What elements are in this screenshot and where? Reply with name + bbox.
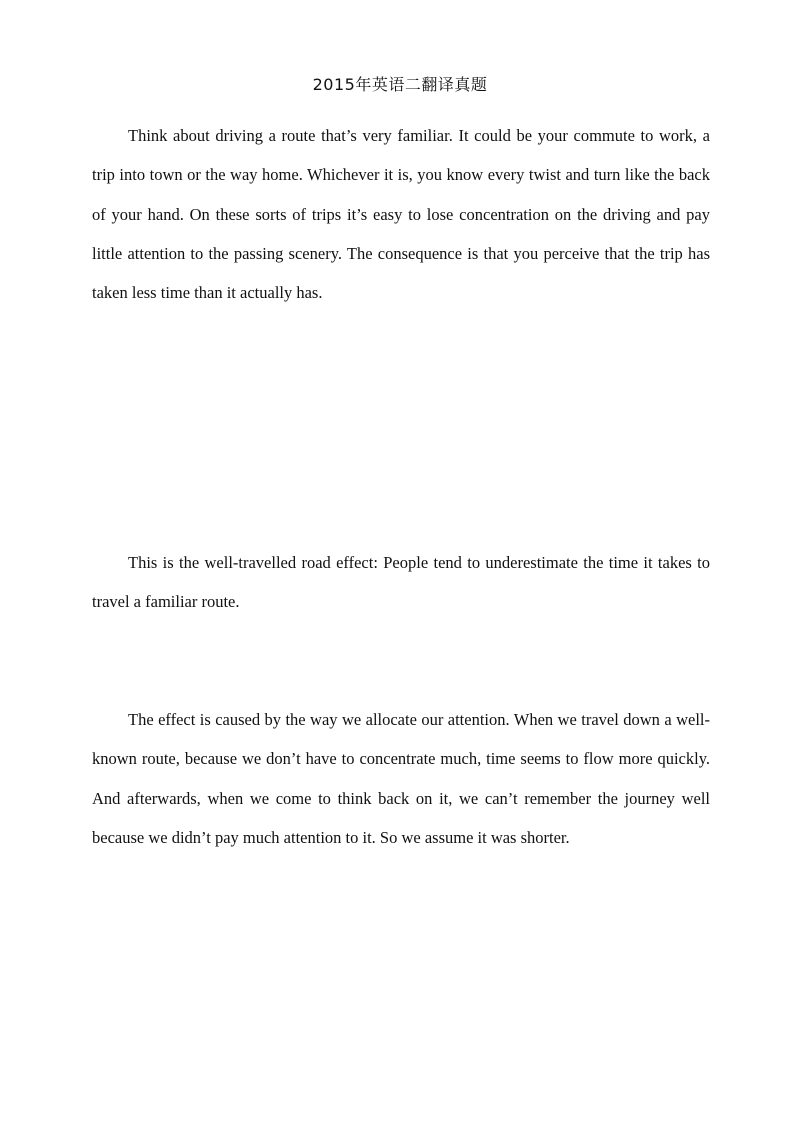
page-title: 2015年英语二翻译真题 xyxy=(312,75,488,94)
paragraph-2: This is the well-travelled road effect: People tend to underestimate the time it takes to travel a familiar route. xyxy=(92,553,710,612)
paragraph-3: The effect is caused by the way we allocate our attention. When we travel down a well-known route, because we don’t have to concentrate much, time seems to flow more quickly. And afterwards, when we come to think back on it, we can’t remember the journey well because we didn’t pay much attention to it. So we assume it was shorter. xyxy=(92,710,710,847)
paragraph-1: Think about driving a route that’s very familiar. It could be your commute to work, a trip into town or the way home. Whichever it is, you know every twist and turn like the back of your hand. On these sorts of trips it’s easy to lose concentration on the driving and pay little attention to the passing scenery. The consequence is that you perceive that the trip has taken less time than it actually has. xyxy=(92,126,710,303)
